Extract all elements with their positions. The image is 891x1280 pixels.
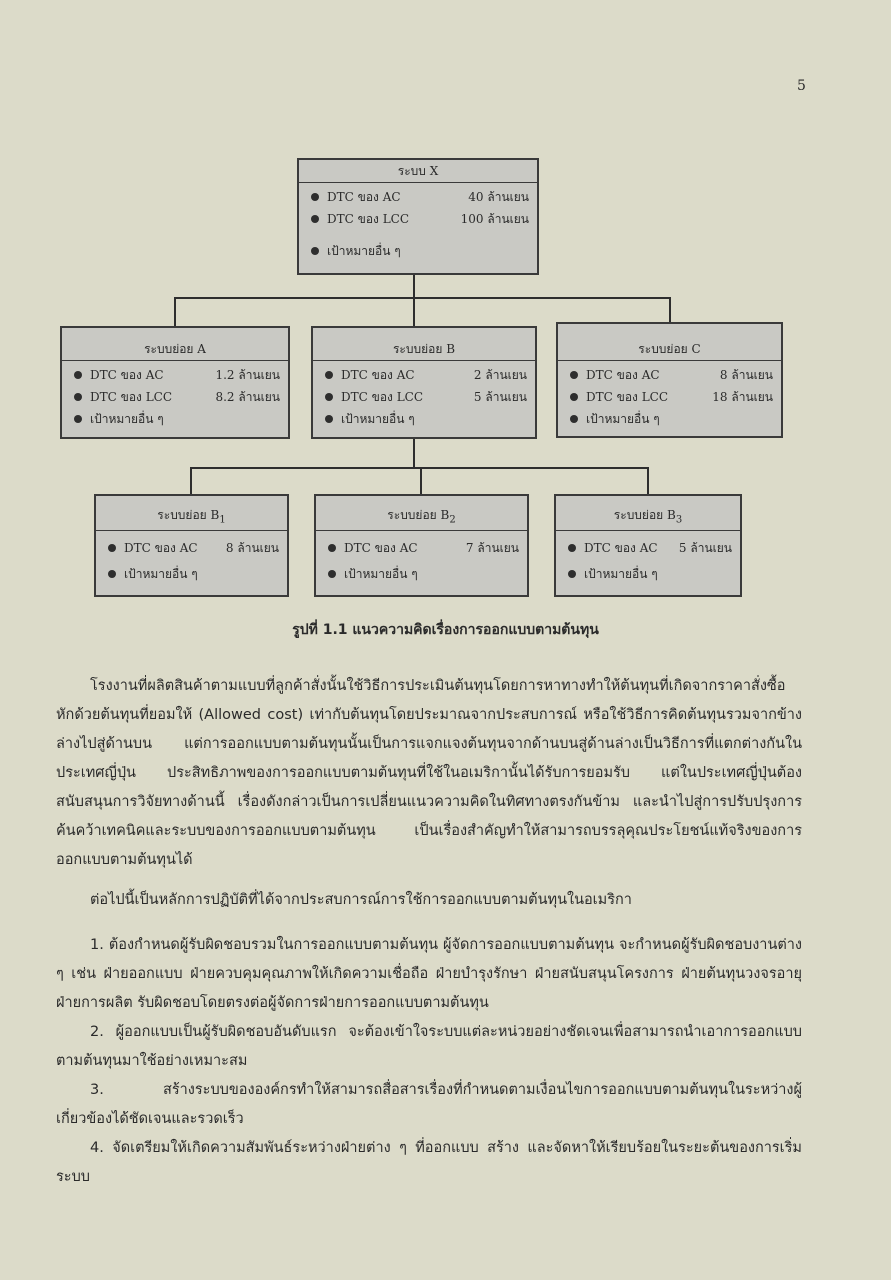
row-label: เป้าหมายอื่น ๆ (586, 411, 660, 426)
box-row (62, 364, 288, 386)
connector-level1-horizontal (174, 297, 670, 299)
row-value: 5 ล้านเยน (678, 540, 732, 555)
subsystem-b2-box (314, 494, 529, 597)
box-row (316, 563, 527, 585)
row-label: เป้าหมายอื่น ๆ (90, 411, 164, 426)
row-label: เป้าหมายอื่น ๆ (327, 243, 401, 258)
row-label: DTC ของ LCC (586, 389, 669, 404)
connector-level2-horizontal (190, 467, 648, 469)
system-x-box (297, 158, 539, 275)
box-title-text: ระบบย่อย B (387, 508, 450, 522)
box-row (313, 364, 535, 386)
box-row (556, 537, 740, 559)
box-row (96, 537, 287, 559)
row-value: 5 ล้านเยน (473, 389, 527, 404)
box-row (313, 386, 535, 408)
figure-caption: รูปที่ 1.1 แนวความคิดเรื่องการออกแบบตามต้นทุน (292, 622, 599, 638)
connector-x-down (413, 274, 415, 298)
box-title-subscript: 1 (219, 514, 226, 526)
bullet-icon (311, 193, 319, 201)
row-label: DTC ของ AC (344, 540, 418, 555)
box-row (558, 386, 781, 408)
connector-to-b (413, 297, 415, 327)
box-row (62, 408, 288, 430)
bullet-icon (568, 544, 576, 552)
box-title: ระบบย่อย B (313, 328, 535, 361)
bullet-icon (570, 393, 578, 401)
box-title-text: ระบบย่อย B (157, 508, 220, 522)
box-row (316, 537, 527, 559)
row-label: เป้าหมายอื่น ๆ (344, 566, 418, 581)
row-value: 8 ล้านเยน (225, 540, 279, 555)
bullet-icon (325, 371, 333, 379)
subsystem-b-box (311, 326, 537, 439)
row-value: 7 ล้านเยน (465, 540, 519, 555)
box-row (96, 563, 287, 585)
bullet-icon (325, 415, 333, 423)
row-value: 40 ล้านเยน (468, 189, 529, 204)
connector-to-a (174, 297, 176, 327)
connector-to-b1 (190, 467, 192, 495)
row-value: 2 ล้านเยน (473, 367, 527, 382)
bullet-icon (325, 393, 333, 401)
bullet-icon (328, 544, 336, 552)
body-paragraph-1: โรงงานที่ผลิตสินค้าตามแบบที่ลูกค้าสั่งนั้นใช้วิธีการประเมินต้นทุนโดยการหาทางทำให้ต้นทุนที่เกิดจากราคาสั่งซื้อหักด้วยต้นทุนที่ยอมให้ (Allowed cost) เท่ากับต้นทุนโดยประมาณจากประสบการณ์ หรือใช้วิธีการคิดต้นทุนรวมจากข้างล่างไปสู่ด้านบน แต่การออกแบบตามต้นทุนนั้นเป็นการแจกแจงต้นทุนจากด้านบนสู่ด้านล่างเป็นวิธีการที่แตกต่างกันในประเทศญี่ปุ่น ประสิทธิภาพของการออกแบบตามต้นทุนที่ใช้ในอเมริกานั้นได้รับการยอมรับ แต่ในประเทศญี่ปุ่นต้องสนับสนุนการวิจัยทางด้านนี้ เรื่องดังกล่าวเป็นการเปลี่ยนแนวความคิดในทิศทางตรงกันข้าม และนำไปสู่การปรับปรุงการค้นคว้าเทคนิคและระบบของการออกแบบตามต้นทุน เป็นเรื่องสำคัญทำให้สามารถบรรลุคุณประโยชน์แท้จริงของการออกแบบตามต้นทุนได้ (56, 678, 802, 868)
row-label: DTC ของ AC (90, 367, 164, 382)
subsystem-b3-box (554, 494, 742, 597)
bullet-icon (74, 415, 82, 423)
bullet-icon (74, 371, 82, 379)
row-label: เป้าหมายอื่น ๆ (584, 566, 658, 581)
row-label: DTC ของ LCC (341, 389, 424, 404)
row-label: DTC ของ LCC (90, 389, 173, 404)
connector-to-c (669, 297, 671, 322)
row-value: 18 ล้านเยน (712, 389, 773, 404)
box-row (299, 240, 537, 262)
subsystem-b1-box (94, 494, 289, 597)
box-title-subscript: 3 (675, 514, 683, 526)
box-row (299, 208, 537, 230)
row-label: DTC ของ LCC (327, 211, 410, 226)
box-title: ระบบย่อย C (558, 324, 781, 361)
bullet-icon (328, 570, 336, 578)
list-item-1: 1. ต้องกำหนดผู้รับผิดชอบรวมในการออกแบบตามต้นทุน ผู้จัดการออกแบบตามต้นทุน จะกำหนดผู้รับผิดชอบงานต่าง ๆ เช่น ฝ่ายออกแบบ ฝ่ายควบคุมคุณภาพให้เกิดความเชื่อถือ ฝ่ายบำรุงรักษา ฝ่ายสนับสนุนโครงการ ฝ่ายต้นทุนวงจรอายุ ฝ่ายการผลิต รับผิดชอบโดยตรงต่อผู้จัดการฝ่ายการออกแบบตามต้นทุน (56, 937, 802, 1011)
box-row (299, 186, 537, 208)
bullet-icon (74, 393, 82, 401)
subsystem-c-box (556, 322, 783, 438)
page-number: 5 (797, 78, 806, 94)
row-label: DTC ของ AC (586, 367, 660, 382)
connector-to-b3 (647, 467, 649, 495)
body-paragraph-2: ต่อไปนี้เป็นหลักการปฏิบัติที่ได้จากประสบการณ์การใช้การออกแบบตามต้นทุนในอเมริกา (90, 892, 632, 908)
box-row (62, 386, 288, 408)
bullet-icon (570, 371, 578, 379)
list-item-4: 4. จัดเตรียมให้เกิดความสัมพันธ์ระหว่างฝ่ายต่าง ๆ ที่ออกแบบ สร้าง และจัดหาให้เรียบร้อยในระยะต้นของการเริ่มระบบ (56, 1140, 802, 1185)
row-label: เป้าหมายอื่น ๆ (124, 566, 198, 581)
box-title (316, 496, 527, 531)
row-value: 1.2 ล้านเยน (215, 367, 280, 382)
row-label: DTC ของ AC (584, 540, 658, 555)
box-row (558, 364, 781, 386)
box-title-subscript: 2 (449, 514, 456, 526)
list-item-2: 2. ผู้ออกแบบเป็นผู้รับผิดชอบอันดับแรก จะต้องเข้าใจระบบแต่ละหน่วยอย่างชัดเจนเพื่อสามารถนำเอาการออกแบบตามต้นทุนมาใช้อย่างเหมาะสม (56, 1024, 802, 1069)
connector-b-down (413, 438, 415, 468)
box-row (313, 408, 535, 430)
list-item-3: 3. สร้างระบบขององค์กรทำให้สามารถสื่อสารเรื่องที่กำหนดตามเงื่อนไขการออกแบบตามต้นทุนในระหว่างผู้เกี่ยวข้องได้ชัดเจนและรวดเร็ว (56, 1082, 802, 1127)
box-title-text: ระบบย่อย B (613, 508, 676, 522)
bullet-icon (108, 544, 116, 552)
box-row (558, 408, 781, 430)
bullet-icon (311, 215, 319, 223)
bullet-icon (570, 415, 578, 423)
connector-to-b2 (420, 467, 422, 495)
row-value: 8 ล้านเยน (719, 367, 773, 382)
row-label: เป้าหมายอื่น ๆ (341, 411, 415, 426)
box-title: ระบบย่อย A (62, 328, 288, 361)
bullet-icon (108, 570, 116, 578)
box-row (556, 563, 740, 585)
box-title (556, 496, 740, 531)
subsystem-a-box (60, 326, 290, 439)
box-title: ระบบ X (299, 160, 537, 183)
row-label: DTC ของ AC (124, 540, 198, 555)
row-value: 100 ล้านเยน (460, 211, 529, 226)
box-title (96, 496, 287, 531)
bullet-icon (311, 247, 319, 255)
row-value: 8.2 ล้านเยน (215, 389, 280, 404)
bullet-icon (568, 570, 576, 578)
row-label: DTC ของ AC (341, 367, 415, 382)
row-label: DTC ของ AC (327, 189, 401, 204)
